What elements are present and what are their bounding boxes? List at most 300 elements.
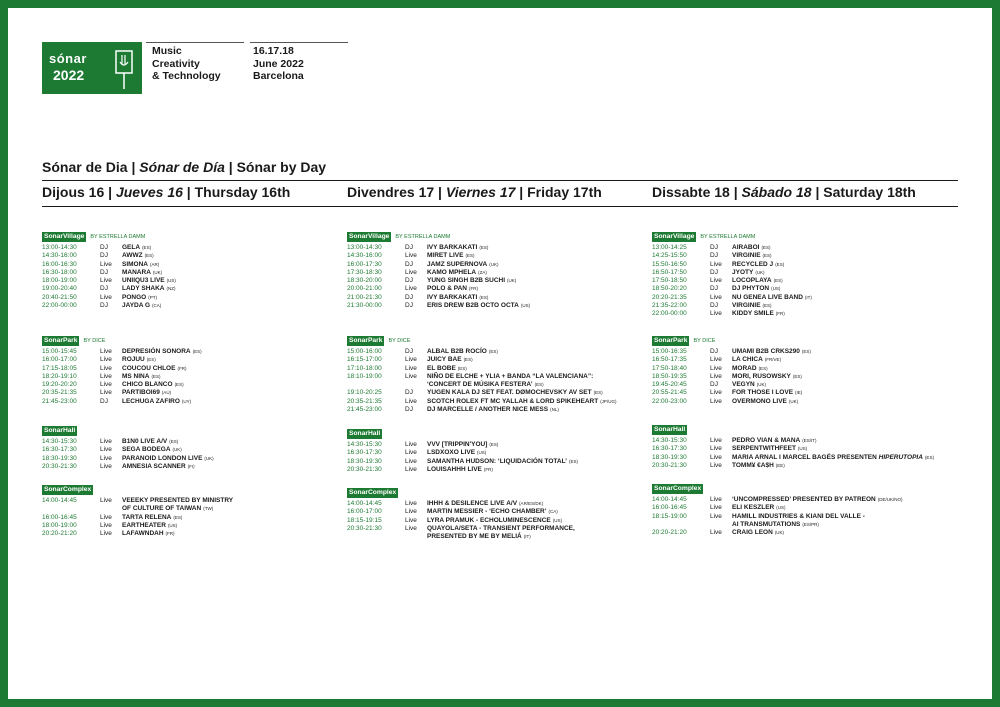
artist-name — [122, 463, 195, 471]
artist-name — [427, 398, 616, 406]
artist-text: MORI, RUSOWSKY — [732, 372, 791, 380]
artist-text: MS NINA — [122, 372, 150, 380]
schedule-row — [652, 521, 952, 529]
set-type: DJ — [710, 244, 718, 251]
artist-country: (UK) — [755, 269, 765, 275]
set-type: Live — [710, 260, 722, 268]
schedule-row — [42, 505, 342, 513]
artist-text: IHHH & DESILENCE LIVE A/V — [427, 500, 518, 507]
hand-sign-icon — [114, 48, 134, 90]
artist-country: (IE) — [795, 390, 803, 396]
artist-text: CHICO BLANCO — [122, 381, 173, 389]
schedule-row — [42, 463, 342, 471]
set-type: Live — [100, 521, 112, 529]
artist-name — [122, 356, 156, 364]
stage-sonarcomplex — [347, 488, 647, 541]
artist-name — [122, 514, 182, 522]
schedule-row — [652, 389, 952, 397]
schedule-row — [652, 373, 952, 381]
artist-name — [732, 445, 807, 453]
set-type: Live — [405, 457, 417, 465]
artist-country: (UK) — [489, 261, 499, 267]
artist-name — [732, 302, 772, 310]
artist-name — [732, 356, 781, 364]
schedule-row — [347, 517, 647, 525]
schedule-row — [652, 302, 952, 310]
header-tagline: Music Creativity & Technology — [152, 45, 221, 82]
set-time: 20:40-21:50 — [42, 293, 77, 301]
artist-name — [732, 277, 783, 285]
set-time: 16:00-17:00 — [347, 508, 382, 516]
artist-text: YUGEN KALA DJ SET FEAT. DØMOCHEVSKY AV SET — [427, 389, 592, 397]
artist-name — [122, 244, 151, 252]
schedule-row — [347, 533, 647, 541]
artist-text: EARTHEATER — [122, 521, 166, 529]
artist-text: ALBAL B2B ROCÍO — [427, 348, 487, 355]
artist-name — [427, 517, 562, 525]
schedule-row — [42, 530, 342, 538]
artist-text: SAMANTHA HUDSON: ‘LIQUIDACIÓN TOTAL’ — [427, 457, 567, 465]
artist-country: (IT) — [523, 534, 531, 540]
set-type: Live — [405, 268, 417, 276]
artist-name — [122, 302, 161, 310]
artist-country: (CA) — [548, 509, 558, 515]
artist-name — [427, 244, 488, 252]
artist-text: QUAYOLA/SETA - TRANSIENT PERFORMANCE, — [427, 524, 575, 532]
logo-year: 2022 — [53, 67, 85, 83]
artist-country: (ES/PR) — [802, 521, 819, 527]
set-type: Live — [100, 530, 112, 538]
artist-text: SIMONA — [122, 260, 148, 268]
artist-country: (TW) — [203, 506, 214, 512]
artist-text: ‘UNCOMPRESSED’ PRESENTED BY PATREON — [732, 496, 876, 503]
artist-name — [427, 525, 575, 533]
set-time — [347, 533, 405, 541]
set-type: Live — [405, 441, 417, 448]
schedule-row — [42, 365, 342, 373]
set-type: Live — [405, 508, 417, 516]
artist-name — [427, 533, 531, 541]
artist-text: LSDXOXO LIVE — [427, 449, 476, 457]
schedule-row — [347, 365, 647, 373]
artist-country: (IT) — [804, 294, 812, 300]
set-time: 20:20-21:35 — [652, 293, 687, 301]
schedule-row — [652, 261, 952, 269]
artist-text: JAMZ SUPERNOVA — [427, 260, 488, 268]
set-type: Live — [405, 372, 417, 380]
set-type: DJ — [100, 397, 108, 405]
artist-text: SEGA BODEGA — [122, 446, 171, 454]
set-type — [710, 521, 732, 529]
artist-text: JUICY BAE — [427, 356, 462, 364]
stage-header — [347, 336, 647, 346]
set-time: 20:30-21:30 — [652, 461, 687, 469]
stage-sonarcomplex — [42, 485, 342, 538]
schedule-row — [347, 373, 647, 381]
schedule-row — [652, 445, 952, 453]
schedule-row — [652, 285, 952, 293]
set-type: Live — [100, 438, 112, 445]
set-type: DJ — [710, 381, 718, 389]
artist-name — [427, 389, 603, 397]
set-time: 22:00-00:00 — [42, 302, 77, 310]
artist-country: (US) — [771, 286, 781, 292]
artist-name — [427, 356, 473, 364]
artist-name — [427, 285, 478, 293]
artist-country: (ES) — [142, 245, 152, 250]
set-time: 18:15-19:00 — [652, 512, 687, 520]
artist-name — [427, 500, 543, 508]
artist-text: LYRA PRAMUK - ECHOLUMINESCENCE — [427, 516, 551, 524]
set-type: DJ — [710, 302, 718, 310]
schedule-row — [347, 285, 647, 293]
schedule-row — [652, 454, 952, 462]
stage-header — [42, 232, 342, 242]
artist-name — [122, 389, 171, 397]
set-type: Live — [710, 372, 722, 380]
artist-country: (ES) — [761, 245, 771, 250]
artist-country: (ES) — [758, 365, 768, 371]
day-heading-saturday: Dissabte 18 | Sábado 18 | Saturday 18th — [652, 184, 916, 200]
schedule-row — [42, 252, 342, 260]
set-type: Live — [100, 277, 112, 285]
set-type: Live — [710, 364, 722, 372]
artist-country: (FR) — [165, 531, 175, 537]
schedule-row — [652, 529, 952, 537]
schedule-row — [42, 438, 342, 446]
schedule-row — [347, 252, 647, 260]
artist-country: (ES) — [593, 390, 603, 396]
set-time: 19:45-20:45 — [652, 381, 687, 389]
artist-text: CRAIG LEON — [732, 529, 773, 537]
stage-sonarcomplex — [652, 484, 952, 537]
schedule-row — [652, 348, 952, 356]
set-time: 20:35-21:35 — [347, 397, 382, 405]
artist-country: (US) — [797, 446, 808, 452]
stage-header — [347, 488, 647, 498]
set-time: 21:45-23:00 — [42, 397, 77, 405]
artist-country: (NL) — [550, 407, 559, 413]
set-type — [405, 533, 427, 541]
set-time — [347, 381, 405, 389]
set-time: 18:00-19:00 — [42, 277, 77, 285]
set-type: Live — [100, 389, 112, 397]
set-time: 18:50-20:20 — [652, 285, 687, 293]
artist-text: IVY BARKAKATI — [427, 293, 478, 301]
stage-header — [347, 232, 647, 242]
artist-country: (ES) — [146, 357, 156, 363]
artist-text: AWWZ — [122, 252, 143, 260]
artist-name — [732, 269, 765, 277]
artist-name — [122, 398, 191, 406]
schedule-row — [347, 500, 647, 508]
schedule-row — [42, 389, 342, 397]
schedule-row — [652, 513, 952, 521]
set-time: 14:00-14:45 — [347, 500, 382, 507]
artist-name — [122, 455, 214, 463]
set-type: DJ — [710, 268, 718, 276]
artist-country: (ES) — [773, 278, 783, 284]
artist-name — [122, 505, 213, 513]
schedule-row — [652, 437, 952, 445]
set-time: 18:00-19:00 — [42, 521, 77, 529]
set-type: Live — [405, 356, 417, 364]
artist-text: MANARA — [122, 268, 151, 276]
artist-text: PEDRO VIAN & MANA — [732, 437, 801, 444]
schedule-row — [347, 356, 647, 364]
schedule-row — [652, 356, 952, 364]
artist-country: (ES) — [762, 303, 772, 309]
artist-country: (FR) — [468, 286, 478, 292]
schedule-row — [347, 244, 647, 252]
set-type: Live — [100, 513, 112, 521]
stage-sonarvillage — [347, 232, 647, 310]
artist-text: UMAMI B2B CRKS290 — [732, 348, 800, 355]
set-time: 16:00-16:45 — [652, 504, 687, 512]
artist-country: (DE/UK/NO) — [877, 497, 903, 502]
artist-name — [427, 277, 516, 285]
set-type: Live — [100, 260, 112, 268]
artist-name — [427, 458, 578, 466]
day-heading-friday: Divendres 17 | Viernes 17 | Friday 17th — [347, 184, 602, 200]
artist-name — [732, 373, 802, 381]
set-type: Live — [710, 445, 722, 453]
artist-text: YUNG SINGH B2B SUCHI — [427, 277, 506, 285]
artist-country: (ES/IT) — [802, 438, 817, 443]
artist-name — [427, 381, 544, 389]
set-time: 18:30-19:30 — [42, 454, 77, 462]
page-title: Sónar de Dia | Sónar de Día | Sónar by Day — [42, 159, 327, 175]
set-type: DJ — [100, 285, 108, 293]
artist-name — [427, 348, 498, 356]
artist-text: VEGYN — [732, 381, 755, 389]
artist-country: (AR/ES/DK) — [519, 501, 544, 506]
set-time: 16:00-16:45 — [42, 513, 77, 521]
artist-text: MIRET LIVE — [427, 252, 464, 260]
set-type: Live — [710, 277, 722, 285]
schedule-row — [347, 398, 647, 406]
schedule-row — [347, 458, 647, 466]
stage-header — [652, 232, 952, 242]
artist-country: (ES) — [144, 253, 154, 259]
artist-country: (AU) — [161, 390, 172, 396]
artist-country: (ES) — [174, 382, 184, 388]
artist-country: (US) — [477, 450, 487, 456]
artist-name — [122, 277, 176, 285]
artist-text: GELA — [122, 244, 141, 251]
stage-sonarpark — [347, 336, 647, 414]
set-time: 16:30-17:30 — [652, 445, 687, 453]
artist-text: TOMM¥ €A$H — [732, 461, 774, 469]
set-time: 21:30-00:00 — [347, 302, 382, 310]
schedule-row — [652, 310, 952, 318]
set-time: 16:15-17:00 — [347, 356, 382, 364]
set-time: 14:25-15:50 — [652, 252, 687, 260]
schedule-row — [652, 252, 952, 260]
artist-text: AIRABOI — [732, 244, 760, 251]
artist-name — [427, 261, 498, 269]
artist-text: UNIIQU3 LIVE — [122, 277, 165, 285]
artist-country: (FI) — [187, 463, 195, 469]
set-type: Live — [100, 364, 112, 372]
artist-italic-title: HIPERUTOPIA — [878, 453, 923, 461]
schedule-row — [42, 455, 342, 463]
schedule-row — [652, 269, 952, 277]
set-type: Live — [405, 524, 417, 532]
set-time: 18:20-19:10 — [42, 372, 77, 380]
artist-text: VVV [TRIPPIN'YOU] — [427, 441, 488, 448]
set-type — [405, 381, 427, 389]
artist-country: (PT) — [148, 294, 157, 300]
schedule-row — [347, 389, 647, 397]
set-time: 18:15-19:15 — [347, 516, 382, 524]
schedule-row — [347, 269, 647, 277]
schedule-row — [652, 277, 952, 285]
set-type: DJ — [405, 244, 413, 251]
artist-country: (ES) — [169, 439, 179, 444]
artist-text: COUCOU CHLOE — [122, 364, 176, 372]
schedule-row — [652, 462, 952, 470]
artist-text: OVERMONO LIVE — [732, 397, 787, 405]
set-time: 15:50-16:50 — [652, 260, 687, 268]
set-time: 18:30-19:30 — [652, 453, 687, 461]
set-time: 16:00-17:00 — [42, 356, 77, 364]
header-divider — [146, 42, 244, 43]
set-time: 19:10-20:25 — [347, 389, 382, 397]
artist-country: (FR) — [483, 466, 493, 472]
set-type: DJ — [100, 244, 108, 251]
schedule-row — [42, 244, 342, 252]
set-type: Live — [710, 512, 722, 520]
artist-name — [122, 285, 176, 293]
artist-text: AMNESIA SCANNER — [122, 462, 186, 470]
set-time: 20:55-21:45 — [652, 389, 687, 397]
artist-country: (FR) — [775, 311, 785, 317]
artist-country: (UK) — [756, 382, 767, 388]
stage-sonarpark — [652, 336, 952, 406]
artist-name — [732, 389, 802, 397]
set-type: DJ — [100, 268, 108, 276]
schedule-row — [652, 244, 952, 252]
artist-text: POLO & PAN — [427, 285, 467, 293]
set-type: Live — [710, 461, 722, 469]
set-time: 18:10-19:00 — [347, 372, 382, 380]
artist-country: (ES) — [801, 349, 811, 354]
artist-name — [427, 449, 486, 457]
schedule-row — [42, 356, 342, 364]
schedule-row — [652, 398, 952, 406]
set-time: 14:30-16:00 — [347, 252, 382, 260]
set-time: 20:20-21:20 — [652, 529, 687, 537]
schedule-row — [347, 449, 647, 457]
set-type: Live — [710, 453, 722, 461]
artist-country: (ES) — [465, 253, 475, 259]
set-type: Live — [100, 356, 112, 364]
artist-country: (ES) — [479, 294, 489, 300]
artist-name — [122, 446, 182, 454]
artist-name — [427, 466, 493, 474]
logo-brand: sónar — [49, 51, 87, 66]
artist-name — [732, 244, 770, 252]
artist-text: LAFAWNDAH — [122, 530, 164, 538]
schedule-row — [42, 497, 342, 505]
title-rule — [42, 180, 958, 181]
set-type: Live — [100, 454, 112, 462]
artist-name — [122, 269, 162, 277]
artist-country: (US) — [520, 303, 531, 309]
schedule-row — [347, 302, 647, 310]
artist-text: ERIS DREW B2B OCTO OCTA — [427, 302, 519, 310]
set-type: DJ — [405, 277, 413, 285]
artist-text: VIRGINIE — [732, 302, 761, 310]
set-type: Live — [405, 500, 417, 507]
artist-name — [732, 496, 903, 504]
schedule-row — [42, 261, 342, 269]
set-time: 13:00-14:30 — [42, 244, 77, 251]
set-type: DJ — [710, 285, 718, 293]
stage-name: SonarVillage — [44, 233, 85, 240]
schedule-row — [42, 381, 342, 389]
set-type — [100, 505, 122, 513]
set-time: 17:50-18:50 — [652, 277, 687, 285]
set-time: 20:30-21:30 — [42, 462, 77, 470]
schedule-row — [652, 504, 952, 512]
artist-text: PONGO — [122, 293, 147, 301]
set-type: DJ — [405, 302, 413, 310]
artist-country: (UK) — [507, 278, 517, 284]
set-type: Live — [710, 437, 722, 444]
set-time: 17:30-18:30 — [347, 268, 382, 276]
set-type: Live — [100, 462, 112, 470]
header-dates: 16.17.18 June 2022 Barcelona — [253, 45, 304, 82]
artist-text: DEPRESIÓN SONORA — [122, 348, 191, 355]
schedule-row — [42, 269, 342, 277]
artist-name — [732, 437, 817, 445]
set-time: 15:00-15:45 — [42, 348, 77, 355]
artist-text: PARTIBOI69 — [122, 389, 160, 397]
artist-country: (ZA) — [478, 269, 487, 275]
artist-text: B1N0 LIVE A/V — [122, 438, 168, 445]
schedule-row — [42, 398, 342, 406]
artist-text: JYOTY — [732, 268, 754, 276]
artist-text: KAMO MPHELA — [427, 268, 477, 276]
artist-name — [427, 508, 558, 516]
set-time: 15:00-16:00 — [347, 348, 382, 355]
artist-text: MORAD — [732, 364, 757, 372]
schedule-row — [42, 514, 342, 522]
set-time: 16:00-17:30 — [347, 260, 382, 268]
artist-text: HAMILL INDUSTRIES & KIANI DEL VALLE - — [732, 512, 865, 520]
set-time: 21:45-23:00 — [347, 406, 382, 414]
artist-country: (ES) — [463, 357, 473, 363]
artist-country: (US) — [776, 505, 786, 511]
artist-name — [732, 513, 865, 521]
set-type: Live — [100, 381, 112, 389]
set-time: 17:50-18:40 — [652, 364, 687, 372]
artist-country: (US) — [167, 522, 178, 528]
artist-country: (ES) — [151, 373, 161, 379]
set-time: 22:00-00:00 — [652, 310, 687, 318]
artist-country: (ES) — [534, 382, 544, 388]
artist-text: VIRGINIE — [732, 252, 761, 260]
set-type: Live — [710, 356, 722, 364]
artist-country: (US) — [166, 278, 176, 284]
stage-sonarvillage — [42, 232, 342, 310]
set-time: 14:30-16:00 — [42, 252, 77, 260]
artist-text: TARTA RELENA — [122, 513, 172, 521]
stage-name: SonarComplex — [349, 489, 397, 496]
artist-text: RECYCLED J — [732, 260, 774, 268]
